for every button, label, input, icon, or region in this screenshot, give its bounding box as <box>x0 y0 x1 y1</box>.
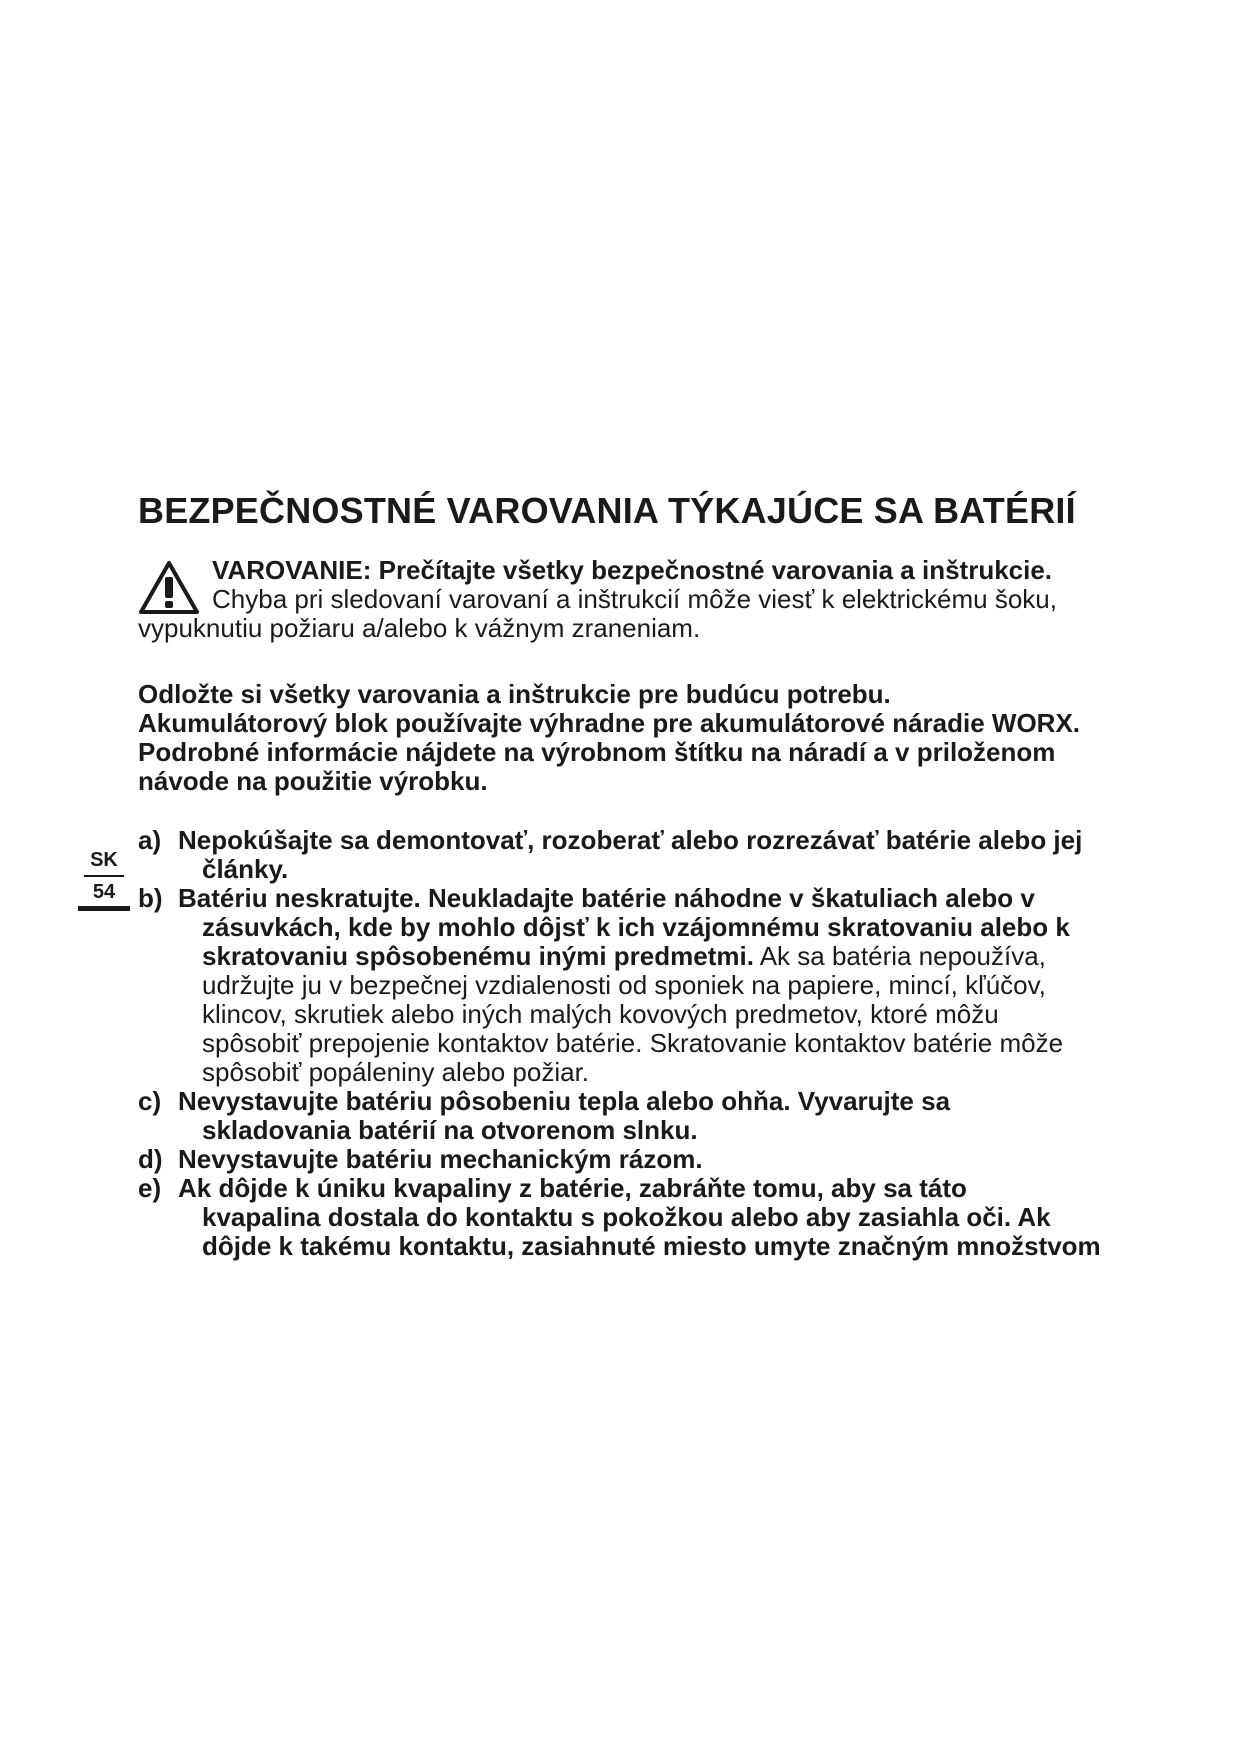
warning-text-line: vypuknutiu požiaru a/alebo k vážnym zraneniam. <box>138 613 701 643</box>
item-label: c) <box>138 1086 162 1116</box>
intro-paragraph <box>138 680 1178 796</box>
item-line: klincov, skrutiek alebo iných malých kovových predmetov, ktoré môžu <box>202 999 999 1029</box>
item-line: zásuvkách, kde by mohlo dôjsť k ich vzájomnému skratovaniu alebo k <box>202 912 1070 942</box>
item-line: články. <box>202 854 289 884</box>
list-item-b <box>138 884 1188 1087</box>
item-label: d) <box>138 1144 163 1174</box>
item-line: skratovaniu spôsobenému inými predmetmi. Ak sa batéria nepoužíva, <box>202 941 1046 971</box>
item-label: e) <box>138 1173 162 1203</box>
item-line: kvapalina dostala do kontaktu s pokožkou alebo aby zasiahla oči. Ak <box>202 1202 1051 1232</box>
intro-line: Podrobné informácie nájdete na výrobnom štítku na náradí a v priloženom <box>138 737 1056 767</box>
intro-line: Odložte si všetky varovania a inštrukcie pre budúcu potrebu. <box>138 679 891 709</box>
item-line: spôsobiť prepojenie kontaktov batérie. Skratovanie kontaktov batérie môže <box>202 1028 1064 1058</box>
item-line: Nevystavujte batériu pôsobeniu tepla alebo ohňa. Vyvarujte sa <box>178 1086 951 1116</box>
list-item-d <box>138 1145 1188 1174</box>
item-label: b) <box>138 883 163 913</box>
page-tab-bar <box>78 906 130 911</box>
list-item-a <box>138 826 1188 884</box>
warning-text-line: Chyba pri sledovaní varovaní a inštrukcií môže viesť k elektrickému šoku, <box>212 584 1057 614</box>
item-label: a) <box>138 825 162 855</box>
list-item-c <box>138 1087 1188 1145</box>
item-line: udržujte ju v bezpečnej vzdialenosti od sponiek na papiere, mincí, kľúčov, <box>202 970 1046 1000</box>
item-line: Batériu neskratujte. Neukladajte batérie náhodne v škatuliach alebo v <box>178 883 1035 913</box>
language-code: SK <box>84 848 124 877</box>
item-line: Nevystavujte batériu mechanickým rázom. <box>178 1144 703 1174</box>
item-line: spôsobiť popáleniny alebo požiar. <box>202 1057 590 1087</box>
item-line: dôjde k takému kontaktu, zasiahnuté miesto umyte značným množstvom <box>202 1231 1101 1261</box>
item-line: Nepokúšajte sa demontovať, rozoberať alebo rozrezávať batérie alebo jej <box>178 825 1083 855</box>
warning-heading: VAROVANIE: Prečítajte všetky bezpečnostné varovania a inštrukcie. <box>212 555 1053 585</box>
list-item-e <box>138 1174 1188 1261</box>
item-line: skladovania batérií na otvorenom slnku. <box>202 1115 698 1145</box>
page-side-tab <box>78 848 130 911</box>
page-number: 54 <box>92 881 116 903</box>
item-line: Ak dôjde k úniku kvapaliny z batérie, zabráňte tomu, aby sa táto <box>178 1173 967 1203</box>
safety-list <box>138 826 1188 1261</box>
intro-line: návode na použitie výrobku. <box>138 766 488 796</box>
warning-triangle-icon <box>138 560 200 616</box>
warning-block <box>138 556 1168 643</box>
intro-line: Akumulátorový blok používajte výhradne pre akumulátorové náradie WORX. <box>138 708 1081 738</box>
section-title: BEZPEČNOSTNÉ VAROVANIA TÝKAJÚCE SA BATÉRIÍ <box>138 490 1076 531</box>
